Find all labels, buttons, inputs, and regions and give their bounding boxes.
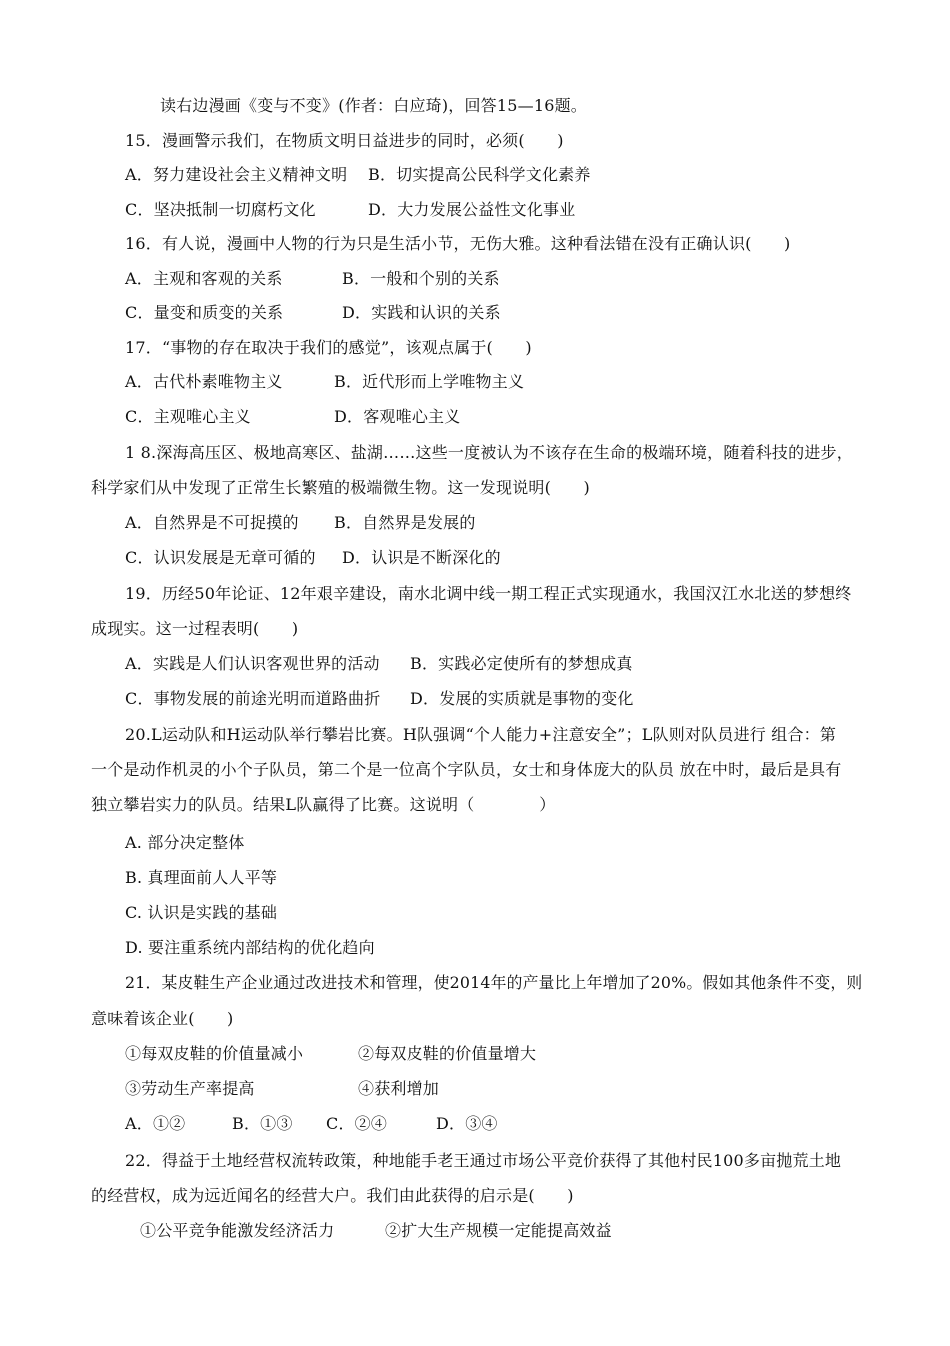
question-17-option-a: A．古代朴素唯物主义 (125, 372, 283, 391)
question-20-option-c: C. 认识是实践的基础 (125, 903, 278, 922)
question-16-option-a: A．主观和客观的关系 (125, 269, 283, 288)
question-22-stem-line-2: 的经营权，成为远近闻名的经营大户。我们由此获得的启示是( ) (91, 1186, 574, 1205)
question-18-stem-line-1: 1 8.深海高压区、极地高寒区、盐湖……这些一度被认为不该存在生命的极端环境，随着科技的进步， (125, 443, 853, 462)
question-20-option-d: D. 要注重系统内部结构的优化趋向 (125, 938, 375, 957)
question-22-statement-1: ①公平竞争能激发经济活力 (140, 1221, 335, 1240)
question-17-option-c: C．主观唯心主义 (125, 407, 251, 426)
question-21-option-b: B．①③ (232, 1114, 293, 1133)
question-15-option-a: A．努力建设社会主义精神文明 (125, 165, 348, 184)
question-20-stem-line-1: 20.L运动队和H运动队举行攀岩比赛。H队强调“个人能力+注意安全”；L队则对队员进行 组合：第 (125, 725, 837, 744)
question-21-stem-line-2: 意味着该企业( ) (91, 1009, 234, 1028)
question-15-option-c: C．坚决抵制一切腐朽文化 (125, 200, 316, 219)
question-20-option-b: B. 真理面前人人平等 (125, 868, 278, 887)
question-19-option-b: B．实践必定使所有的梦想成真 (410, 654, 633, 673)
question-20-stem-line-2: 一个是动作机灵的小个子队员，第二个是一位高个字队员，女士和身体庞大的队员 放在中时，最后是具有 (91, 760, 842, 779)
question-15-option-d: D．大力发展公益性文化事业 (368, 200, 576, 219)
question-15-option-b: B．切实提高公民科学文化素养 (368, 165, 591, 184)
question-16-option-d: D．实践和认识的关系 (342, 303, 501, 322)
question-21-option-c: C．②④ (326, 1114, 388, 1133)
question-18-option-a: A．自然界是不可捉摸的 (125, 513, 299, 532)
question-20-stem-line-3: 独立攀岩实力的队员。结果L队赢得了比赛。这说明（ ） (91, 795, 556, 814)
question-16-option-c: C．量变和质变的关系 (125, 303, 284, 322)
question-18-stem-line-2: 科学家们从中发现了正常生长繁殖的极端微生物。这一发现说明( ) (91, 478, 590, 497)
question-22-statement-2: ②扩大生产规模一定能提高效益 (385, 1221, 612, 1240)
question-21-statement-4: ④获利增加 (358, 1079, 440, 1098)
question-16-option-b: B．一般和个别的关系 (342, 269, 500, 288)
question-21-option-a: A．①② (125, 1114, 186, 1133)
question-19-stem-line-1: 19．历经50年论证、12年艰辛建设，南水北调中线一期工程正式实现通水，我国汉江水北送的梦想终 (125, 584, 852, 603)
question-20-option-a: A. 部分决定整体 (125, 833, 245, 852)
question-22-stem-line-1: 22．得益于土地经营权流转政策，种地能手老王通过市场公平竞价获得了其他村民100多亩抛荒土地 (125, 1151, 842, 1170)
question-19-option-a: A．实践是人们认识客观世界的活动 (125, 654, 380, 673)
question-16-stem: 16．有人说，漫画中人物的行为只是生活小节，无伤大雅。这种看法错在没有正确认识( ) (125, 234, 791, 253)
question-17-option-d: D．客观唯心主义 (334, 407, 461, 426)
question-21-statement-3: ③劳动生产率提高 (125, 1079, 255, 1098)
question-21-option-d: D．③④ (436, 1114, 498, 1133)
question-15-stem: 15．漫画警示我们，在物质文明日益进步的同时，必须( ) (125, 131, 564, 150)
question-21-statement-2: ②每双皮鞋的价值量增大 (358, 1044, 537, 1063)
question-18-option-c: C．认识发展是无章可循的 (125, 548, 316, 567)
question-21-stem-line-1: 21．某皮鞋生产企业通过改进技术和管理，使2014年的产量比上年增加了20%。假如其他条件不变，则 (125, 973, 863, 992)
question-18-option-d: D．认识是不断深化的 (342, 548, 501, 567)
question-18-option-b: B．自然界是发展的 (334, 513, 476, 532)
question-17-stem: 17．“事物的存在取决于我们的感觉”，该观点属于( ) (125, 338, 532, 357)
question-17-option-b: B．近代形而上学唯物主义 (334, 372, 525, 391)
question-19-option-d: D．发展的实质就是事物的变化 (410, 689, 634, 708)
question-19-stem-line-2: 成现实。这一过程表明( ) (91, 619, 299, 638)
question-19-option-c: C．事物发展的前途光明而道路曲折 (125, 689, 381, 708)
reading-instruction: 读右边漫画《变与不变》(作者：白应琦)，回答15—16题。 (160, 96, 588, 115)
question-21-statement-1: ①每双皮鞋的价值量减小 (125, 1044, 304, 1063)
